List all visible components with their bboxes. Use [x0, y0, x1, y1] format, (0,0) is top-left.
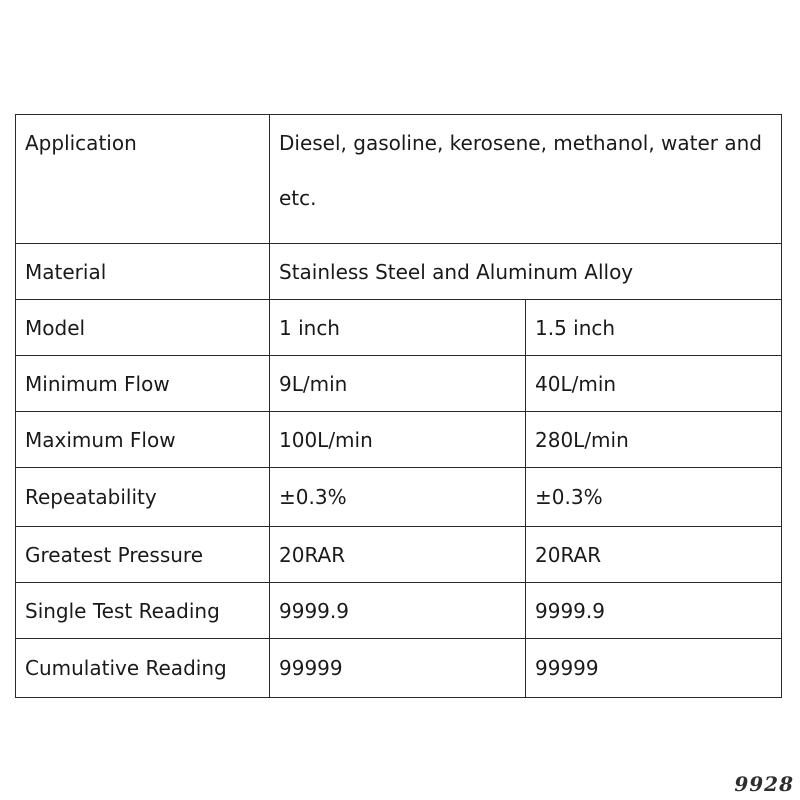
table-cell: 20RAR: [270, 527, 526, 583]
table-cell: 280L/min: [526, 412, 782, 468]
table-row-cumulative-reading: [16, 639, 782, 698]
table-cell: 99999: [526, 639, 782, 698]
row-label: Repeatability: [16, 468, 270, 527]
table-cell: 9999.9: [526, 583, 782, 639]
material-value: Stainless Steel and Aluminum Alloy: [270, 244, 782, 300]
table-row-application: [16, 115, 782, 244]
model-1-inch-cell: 1 inch: [270, 300, 526, 356]
row-label: Application: [16, 115, 270, 244]
table-cell: 9999.9: [270, 583, 526, 639]
row-label: Greatest Pressure: [16, 527, 270, 583]
table-cell: 20RAR: [526, 527, 782, 583]
application-value: Diesel, gasoline, kerosene, methanol, water and etc.: [270, 115, 782, 244]
row-label: Single Test Reading: [16, 583, 270, 639]
table-row-repeatability: [16, 468, 782, 527]
row-label: Minimum Flow: [16, 356, 270, 412]
spec-table: [15, 114, 782, 698]
table-row-greatest-pressure: [16, 527, 782, 583]
table-cell: 9L/min: [270, 356, 526, 412]
table-cell: ±0.3%: [270, 468, 526, 527]
table-row-single-test-reading: [16, 583, 782, 639]
table-cell: 99999: [270, 639, 526, 698]
row-label: Model: [16, 300, 270, 356]
table-cell: ±0.3%: [526, 468, 782, 527]
table-cell: 100L/min: [270, 412, 526, 468]
model-1-5-inch-cell: 1.5 inch: [526, 300, 782, 356]
row-label: Material: [16, 244, 270, 300]
table-row-minimum-flow: [16, 356, 782, 412]
table-row-model: [16, 300, 782, 356]
table-cell: 40L/min: [526, 356, 782, 412]
table-row-maximum-flow: [16, 412, 782, 468]
watermark: 9928: [734, 772, 794, 796]
row-label: Maximum Flow: [16, 412, 270, 468]
table-row-material: [16, 244, 782, 300]
row-label: Cumulative Reading: [16, 639, 270, 698]
